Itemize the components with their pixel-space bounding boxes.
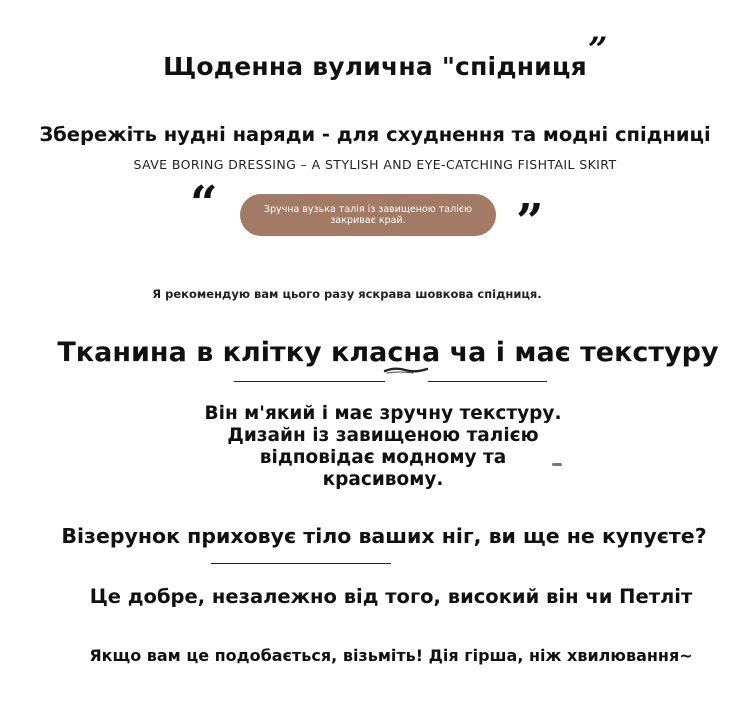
subtitle: Збережіть нудні наряди - для схуднення та модні спідниці (39, 123, 711, 146)
call-to-action-text: Якщо вам це подобається, візьміть! Дія гірша, ніж хвилювання~ (89, 646, 693, 665)
feature-pill (240, 194, 496, 236)
pattern-question: Візерунок приховує тіло ваших ніг, ви ще не купуєте? (61, 524, 707, 548)
wave-underline-icon (383, 363, 429, 375)
fabric-description: Він м'який і має зручну текстуру. Дизайн із завищеною талією відповідає модному та красивому. (204, 403, 562, 490)
english-tagline: SAVE BORING DRESSING – A STYLISH AND EYE-CATCHING FISHTAIL SKIRT (133, 157, 617, 172)
fabric-heading: Тканина в клітку класна ча і має текстуру (57, 337, 719, 368)
heading-underline-right (428, 381, 547, 382)
height-statement: Це добре, незалежно від того, високий він чи Петліт (89, 585, 693, 608)
page-title: Щоденна вулична "спідниця (163, 52, 587, 81)
pattern-underline (211, 563, 391, 564)
recommendation-text: Я рекомендую вам цього разу яскрава шовкова спідниця. (152, 287, 542, 301)
heading-underline-left (234, 381, 385, 382)
title-closing-quote: ” (588, 30, 608, 70)
open-quote-icon: “ (190, 176, 218, 232)
feature-pill-text: Зручна вузька талія із завищеною талією закриває край. (263, 204, 473, 226)
close-quote-icon: ” (516, 194, 544, 250)
decorative-mark (552, 463, 562, 466)
